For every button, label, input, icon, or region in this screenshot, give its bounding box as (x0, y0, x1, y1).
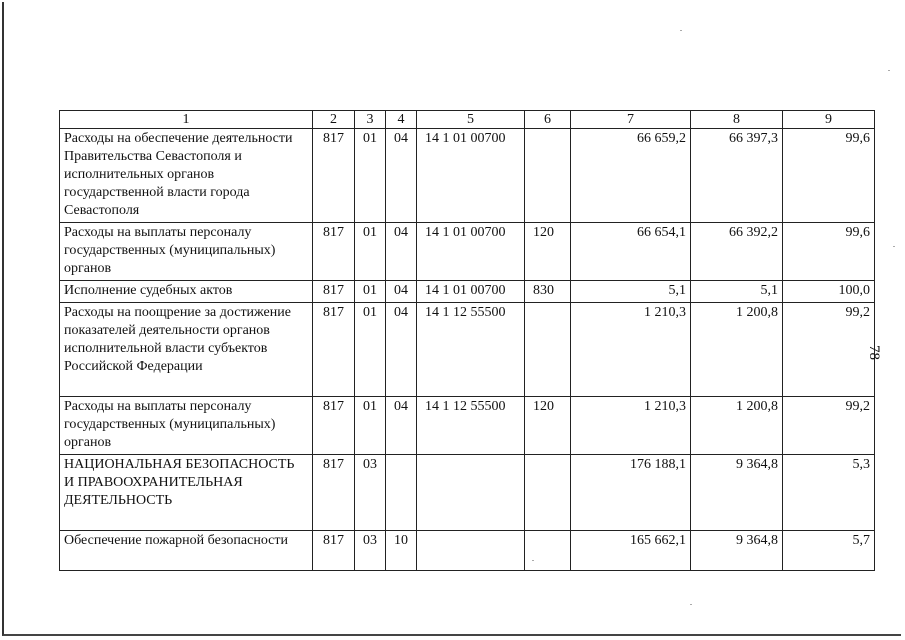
executed-amount: 5,1 (691, 281, 783, 303)
expense-type: 120 (525, 397, 571, 455)
column-header: 6 (525, 111, 571, 129)
execution-percent: 99,2 (783, 397, 875, 455)
ministry-code: 817 (313, 455, 355, 531)
approved-amount: 1 210,3 (571, 397, 691, 455)
expense-name: Расходы на выплаты персоналу государственных (муниципальных) органов (60, 397, 313, 455)
executed-amount: 1 200,8 (691, 397, 783, 455)
column-header: 2 (313, 111, 355, 129)
execution-percent: 100,0 (783, 281, 875, 303)
approved-amount: 176 188,1 (571, 455, 691, 531)
table-row (60, 455, 875, 531)
section-code: 01 (355, 397, 386, 455)
target-article (417, 531, 525, 571)
section-code: 01 (355, 223, 386, 281)
executed-amount: 1 200,8 (691, 303, 783, 397)
subsection-code (386, 455, 417, 531)
table-row (60, 531, 875, 571)
expense-type (525, 303, 571, 397)
table-row (60, 303, 875, 397)
expense-name: Обеспечение пожарной безопасности (60, 531, 313, 571)
executed-amount: 9 364,8 (691, 455, 783, 531)
column-header: 7 (571, 111, 691, 129)
table-row (60, 129, 875, 223)
budget-table (59, 110, 875, 571)
subsection-code: 04 (386, 303, 417, 397)
subsection-code: 04 (386, 281, 417, 303)
ministry-code: 817 (313, 281, 355, 303)
column-header: 3 (355, 111, 386, 129)
expense-type (525, 531, 571, 571)
column-header: 1 (60, 111, 313, 129)
approved-amount: 66 654,1 (571, 223, 691, 281)
approved-amount: 5,1 (571, 281, 691, 303)
table-row (60, 397, 875, 455)
expense-name: Расходы на поощрение за достижение показателей деятельности органов исполнительной власти субъектов Российской Федерации (60, 303, 313, 397)
section-code: 01 (355, 281, 386, 303)
ministry-code: 817 (313, 223, 355, 281)
expense-type: 120 (525, 223, 571, 281)
target-article (417, 455, 525, 531)
expense-name: Расходы на выплаты персоналу государственных (муниципальных) органов (60, 223, 313, 281)
expense-name: Исполнение судебных актов (60, 281, 313, 303)
execution-percent: 5,3 (783, 455, 875, 531)
execution-percent: 5,7 (783, 531, 875, 571)
approved-amount: 1 210,3 (571, 303, 691, 397)
expense-type (525, 455, 571, 531)
ministry-code: 817 (313, 531, 355, 571)
execution-percent: 99,2 (783, 303, 875, 397)
target-article: 14 1 12 55500 (417, 303, 525, 397)
expense-name: Расходы на обеспечение деятельности Правительства Севастополя и исполнительных органов государственной власти города Севастополя (60, 129, 313, 223)
execution-percent: 99,6 (783, 223, 875, 281)
ministry-code: 817 (313, 303, 355, 397)
subsection-code: 04 (386, 129, 417, 223)
column-header: 4 (386, 111, 417, 129)
expense-type: 830 (525, 281, 571, 303)
table-row (60, 223, 875, 281)
column-header: 9 (783, 111, 875, 129)
ministry-code: 817 (313, 129, 355, 223)
approved-amount: 66 659,2 (571, 129, 691, 223)
execution-percent: 99,6 (783, 129, 875, 223)
expense-name: НАЦИОНАЛЬНАЯ БЕЗОПАСНОСТЬ И ПРАВООХРАНИТЕЛЬНАЯ ДЕЯТЕЛЬНОСТЬ (60, 455, 313, 531)
scan-speck (888, 70, 890, 71)
subsection-code: 10 (386, 531, 417, 571)
page-number: 78 (866, 345, 882, 360)
table-header-row (60, 111, 875, 129)
scan-speck (680, 30, 682, 31)
approved-amount: 165 662,1 (571, 531, 691, 571)
executed-amount: 66 397,3 (691, 129, 783, 223)
expense-type (525, 129, 571, 223)
section-code: 01 (355, 129, 386, 223)
table-row (60, 281, 875, 303)
subsection-code: 04 (386, 223, 417, 281)
executed-amount: 9 364,8 (691, 531, 783, 571)
section-code: 03 (355, 531, 386, 571)
target-article: 14 1 01 00700 (417, 129, 525, 223)
section-code: 03 (355, 455, 386, 531)
ministry-code: 817 (313, 397, 355, 455)
target-article: 14 1 12 55500 (417, 397, 525, 455)
column-header: 5 (417, 111, 525, 129)
target-article: 14 1 01 00700 (417, 281, 525, 303)
scan-speck (690, 604, 692, 605)
subsection-code: 04 (386, 397, 417, 455)
column-header: 8 (691, 111, 783, 129)
target-article: 14 1 01 00700 (417, 223, 525, 281)
executed-amount: 66 392,2 (691, 223, 783, 281)
section-code: 01 (355, 303, 386, 397)
scan-speck (893, 246, 895, 247)
